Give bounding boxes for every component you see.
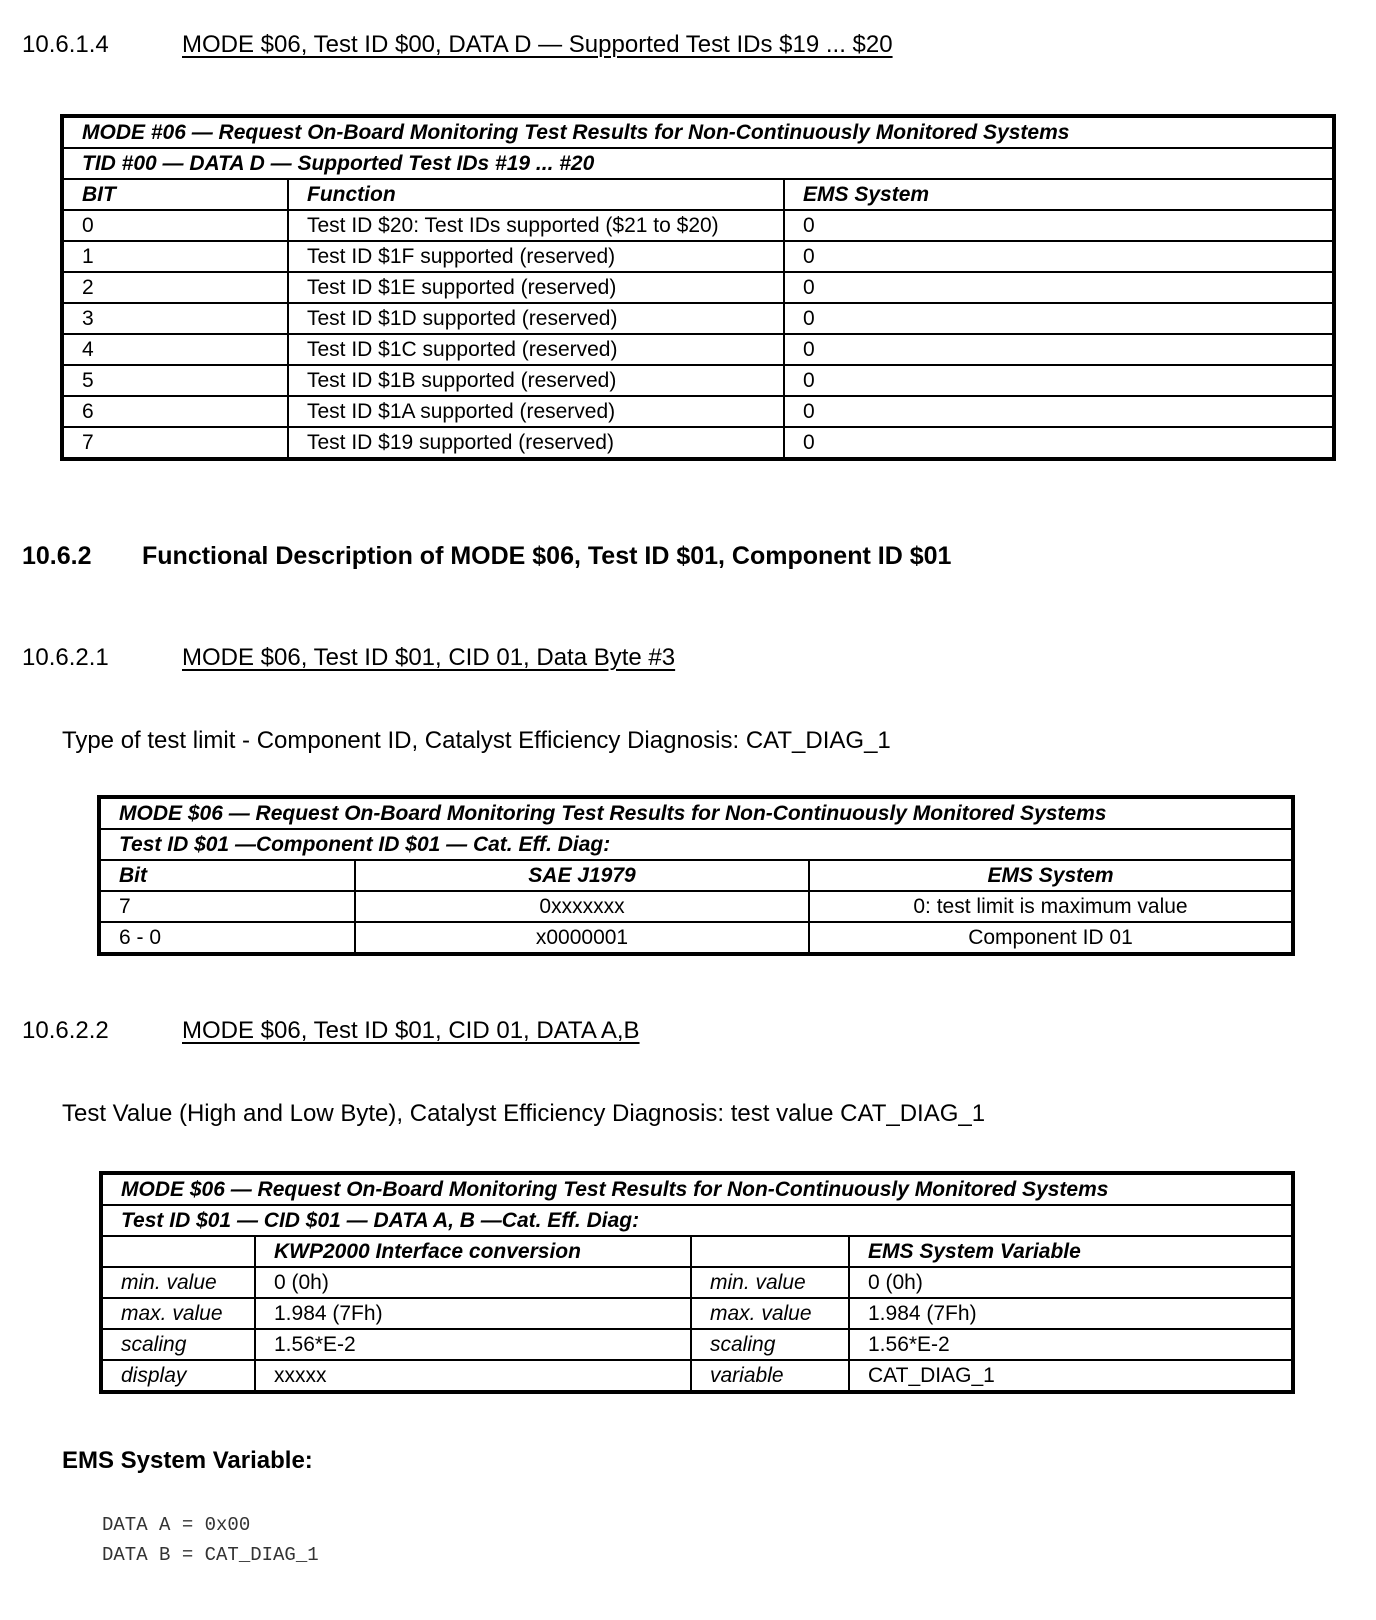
code-block (102, 1510, 319, 1570)
function-cell: Test ID $1C supported (reserved) (288, 334, 784, 365)
param-label: variable (691, 1360, 849, 1392)
table-row (62, 396, 1334, 427)
table-title: MODE $06 — Request On-Board Monitoring Test Results for Non-Continuously Monitored Systems (99, 797, 1293, 829)
section-number: 10.6.2.2 (22, 1017, 109, 1044)
ems-cell: 0 (784, 396, 1334, 427)
function-cell: Test ID $19 supported (reserved) (288, 427, 784, 459)
table-row (99, 891, 1293, 922)
param-value: xxxxx (255, 1360, 691, 1392)
column-header-ems-system: EMS System (784, 179, 1334, 210)
code-line: DATA A = 0x00 (102, 1514, 251, 1536)
supported-test-ids-table (60, 114, 1336, 461)
table-header-row (101, 1236, 1293, 1267)
function-cell: Test ID $1B supported (reserved) (288, 365, 784, 396)
paragraph-test-limit-type: Type of test limit - Component ID, Catalyst Efficiency Diagnosis: CAT_DIAG_1 (62, 727, 891, 754)
table-row (62, 303, 1334, 334)
table-row (99, 922, 1293, 954)
param-value: 1.56*E-2 (849, 1329, 1293, 1360)
ems-cell: 0 (784, 210, 1334, 241)
table-title: MODE $06 — Request On-Board Monitoring Test Results for Non-Continuously Monitored Systems (101, 1173, 1293, 1205)
section-title: MODE $06, Test ID $01, CID 01, DATA A,B (182, 1017, 640, 1044)
table-row (62, 427, 1334, 459)
ems-cell: 0 (784, 334, 1334, 365)
table-row (62, 210, 1334, 241)
table-subtitle-row (101, 1205, 1293, 1236)
section-number: 10.6.1.4 (22, 31, 109, 58)
param-value: 1.984 (7Fh) (849, 1298, 1293, 1329)
code-line: DATA B = CAT_DIAG_1 (102, 1544, 319, 1566)
paragraph-test-value: Test Value (High and Low Byte), Catalyst Efficiency Diagnosis: test value CAT_DIAG_1 (62, 1100, 986, 1127)
param-label: min. value (101, 1267, 255, 1298)
section-heading-10-6-1-4 (22, 31, 893, 59)
sae-cell: x0000001 (355, 922, 809, 954)
bit-cell: 0 (62, 210, 288, 241)
ems-cell: 0 (784, 365, 1334, 396)
column-header-blank (101, 1236, 255, 1267)
bit-cell: 4 (62, 334, 288, 365)
section-number: 10.6.2.1 (22, 644, 109, 671)
function-cell: Test ID $1E supported (reserved) (288, 272, 784, 303)
table-title-row (99, 797, 1293, 829)
table-row (62, 334, 1334, 365)
table-title-row (62, 116, 1334, 148)
section-number: 10.6.2 (22, 542, 92, 570)
table-row (101, 1298, 1293, 1329)
column-header-kwp2000: KWP2000 Interface conversion (255, 1236, 691, 1267)
table-row (62, 272, 1334, 303)
column-header-bit: BIT (62, 179, 288, 210)
bit-cell: 5 (62, 365, 288, 396)
ems-cell: 0 (784, 241, 1334, 272)
data-a-b-table (99, 1171, 1295, 1394)
table-title: MODE #06 — Request On-Board Monitoring Test Results for Non-Continuously Monitored Systems (62, 116, 1334, 148)
function-cell: Test ID $1F supported (reserved) (288, 241, 784, 272)
table-title-row (101, 1173, 1293, 1205)
param-value: 0 (0h) (849, 1267, 1293, 1298)
param-label: display (101, 1360, 255, 1392)
sae-cell: 0xxxxxxx (355, 891, 809, 922)
param-value: 1.56*E-2 (255, 1329, 691, 1360)
bit-cell: 1 (62, 241, 288, 272)
section-heading-10-6-2-1 (22, 644, 675, 672)
table-subtitle: Test ID $01 — CID $01 — DATA A, B —Cat. Eff. Diag: (101, 1205, 1293, 1236)
param-value: 1.984 (7Fh) (255, 1298, 691, 1329)
bit-cell: 6 - 0 (99, 922, 355, 954)
section-title: MODE $06, Test ID $01, CID 01, Data Byte #3 (182, 644, 676, 671)
ems-cell: 0 (784, 303, 1334, 334)
param-label: max. value (691, 1298, 849, 1329)
ems-cell: Component ID 01 (809, 922, 1293, 954)
ems-cell: 0 (784, 427, 1334, 459)
bit-cell: 3 (62, 303, 288, 334)
column-header-ems-system: EMS System (809, 860, 1293, 891)
bit-cell: 7 (99, 891, 355, 922)
table-row (62, 241, 1334, 272)
table-subtitle-row (62, 148, 1334, 179)
table-header-row (62, 179, 1334, 210)
column-header-function: Function (288, 179, 784, 210)
table-row (101, 1329, 1293, 1360)
table-header-row (99, 860, 1293, 891)
table-subtitle: Test ID $01 —Component ID $01 — Cat. Eff. Diag: (99, 829, 1293, 860)
table-row (62, 365, 1334, 396)
param-value: CAT_DIAG_1 (849, 1360, 1293, 1392)
section-heading-10-6-2 (22, 542, 951, 571)
bit-cell: 2 (62, 272, 288, 303)
param-label: scaling (101, 1329, 255, 1360)
table-row (101, 1267, 1293, 1298)
section-title: Functional Description of MODE $06, Test ID $01, Component ID $01 (142, 542, 952, 570)
bit-cell: 6 (62, 396, 288, 427)
column-header-blank (691, 1236, 849, 1267)
function-cell: Test ID $1A supported (reserved) (288, 396, 784, 427)
column-header-bit: Bit (99, 860, 355, 891)
function-cell: Test ID $20: Test IDs supported ($21 to $20) (288, 210, 784, 241)
data-byte-3-table (97, 795, 1295, 956)
table-subtitle-row (99, 829, 1293, 860)
table-row (101, 1360, 1293, 1392)
section-heading-10-6-2-2 (22, 1017, 640, 1045)
ems-cell: 0: test limit is maximum value (809, 891, 1293, 922)
param-label: scaling (691, 1329, 849, 1360)
param-label: max. value (101, 1298, 255, 1329)
function-cell: Test ID $1D supported (reserved) (288, 303, 784, 334)
param-label: min. value (691, 1267, 849, 1298)
ems-system-variable-title: EMS System Variable: (62, 1447, 313, 1474)
section-title: MODE $06, Test ID $00, DATA D — Supported Test IDs $19 ... $20 (182, 31, 893, 58)
param-value: 0 (0h) (255, 1267, 691, 1298)
ems-cell: 0 (784, 272, 1334, 303)
column-header-sae-j1979: SAE J1979 (355, 860, 809, 891)
table-subtitle: TID #00 — DATA D — Supported Test IDs #19 ... #20 (62, 148, 1334, 179)
column-header-ems-variable: EMS System Variable (849, 1236, 1293, 1267)
bit-cell: 7 (62, 427, 288, 459)
